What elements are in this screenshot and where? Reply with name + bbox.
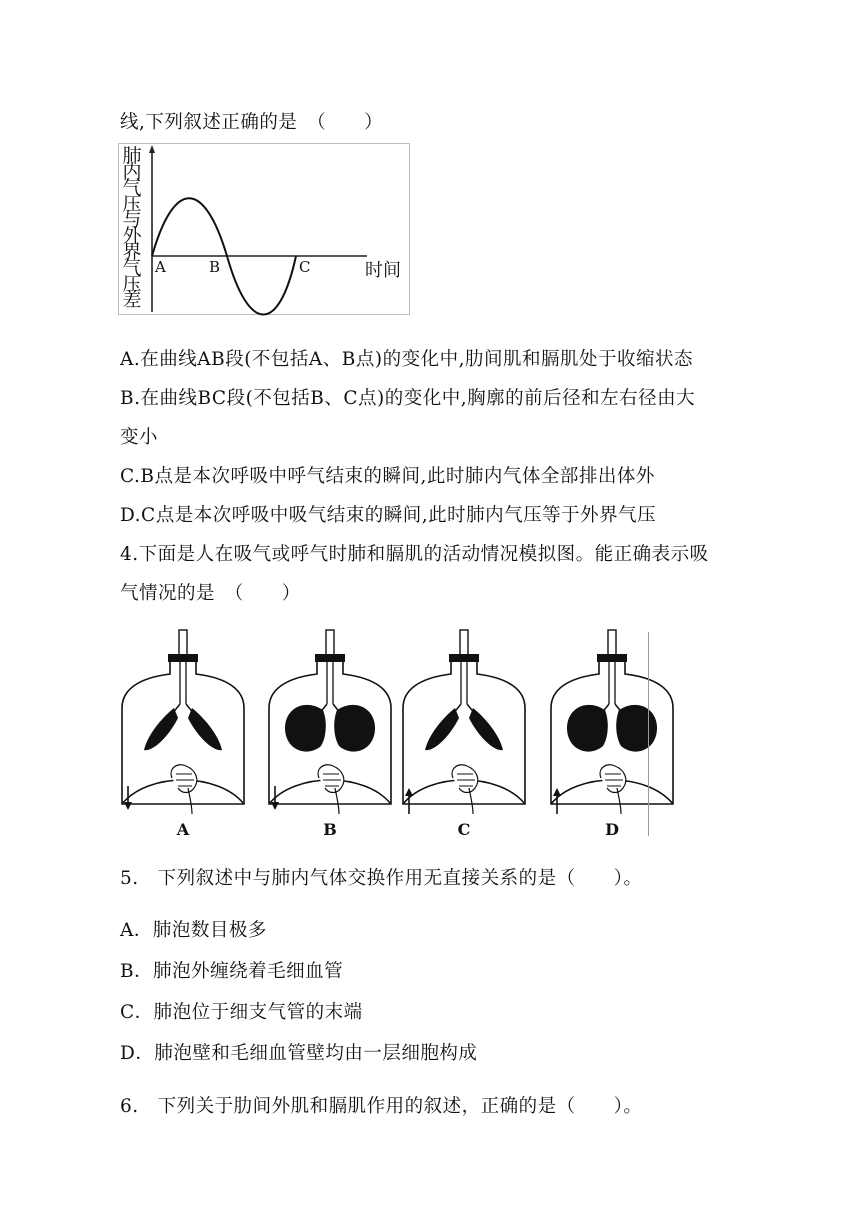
q5-stem: 5. 下列叙述中与肺内气体交换作用无直接关系的是（ ）。 (120, 868, 643, 889)
q5-option-b: B．肺泡外缠绕着毛细血管 (120, 961, 344, 982)
right-lung (334, 705, 375, 752)
point-b-label: B (209, 258, 221, 276)
q4-stem-line2: 气情况的是 （ ） (120, 583, 301, 604)
q3-stem-tail: 线,下列叙述正确的是 （ ） (120, 112, 384, 133)
left-lung (285, 705, 326, 752)
y-label-char: 内 (122, 161, 142, 183)
q4-stem-line1: 4.下面是人在吸气或呼气时肺和膈肌的活动情况模拟图。能正确表示吸 (120, 544, 709, 565)
figure-letter: B (323, 820, 337, 839)
figure-letter: D (605, 820, 619, 839)
right-lung (188, 708, 222, 750)
y-label-char: 压 (122, 273, 142, 295)
q5-option-c: C．肺泡位于细支气管的末端 (120, 1002, 363, 1023)
q6-stem: 6. 下列关于肋间外肌和膈肌作用的叙述，正确的是（ ）。 (120, 1096, 643, 1117)
y-label-char: 差 (122, 289, 142, 311)
q5-option-d: D．肺泡壁和毛细血管壁均由一层细胞构成 (120, 1043, 478, 1064)
bell-jar-figure-a (118, 628, 248, 840)
q3-option-c: C.B点是本次呼吸中呼气结束的瞬间,此时肺内气体全部排出体外 (120, 466, 655, 487)
figure-letter: A (176, 820, 190, 839)
bell-jar-drawing (118, 628, 248, 820)
x-axis-label: 时间 (365, 260, 401, 281)
point-a-label: A (155, 258, 166, 276)
q5-option-a: A．肺泡数目极多 (120, 920, 267, 941)
bell-jar-drawing (399, 628, 529, 820)
q3-option-b-cont: 变小 (120, 427, 159, 448)
left-lung (567, 705, 608, 752)
figure-letter: C (457, 820, 471, 839)
y-label-char: 界 (122, 241, 142, 263)
right-lung (469, 708, 503, 750)
y-label-char: 肺 (122, 145, 142, 167)
q3-option-a: A.在曲线AB段(不包括A、B点)的变化中,肋间肌和膈肌处于收缩状态 (120, 349, 693, 370)
y-label-char: 压 (122, 193, 142, 215)
y-axis-arrow (149, 145, 155, 153)
bell-jar-figure-c (399, 628, 529, 840)
y-label-char: 气 (122, 177, 142, 199)
left-lung (425, 708, 459, 750)
pressure-difference-graph (118, 143, 410, 315)
figure-right-border (648, 632, 649, 836)
point-c-label: C (299, 258, 311, 276)
left-lung (144, 708, 178, 750)
y-label-char: 与 (122, 209, 142, 231)
y-label-char: 气 (122, 257, 142, 279)
bell-jar-figure-d (547, 628, 677, 840)
right-lung (616, 705, 657, 752)
bell-jar-figure-b (265, 628, 395, 840)
q3-option-b: B.在曲线BC段(不包括B、C点)的变化中,胸廓的前后径和左右径由大 (120, 388, 696, 409)
y-label-char: 外 (122, 225, 142, 247)
bell-jar-drawing (265, 628, 395, 820)
bell-jar-drawing (547, 628, 677, 820)
q3-option-d: D.C点是本次呼吸中吸气结束的瞬间,此时肺内气压等于外界气压 (120, 505, 657, 526)
pressure-curve-svg (119, 144, 411, 316)
bell-jar-figures (118, 628, 654, 840)
